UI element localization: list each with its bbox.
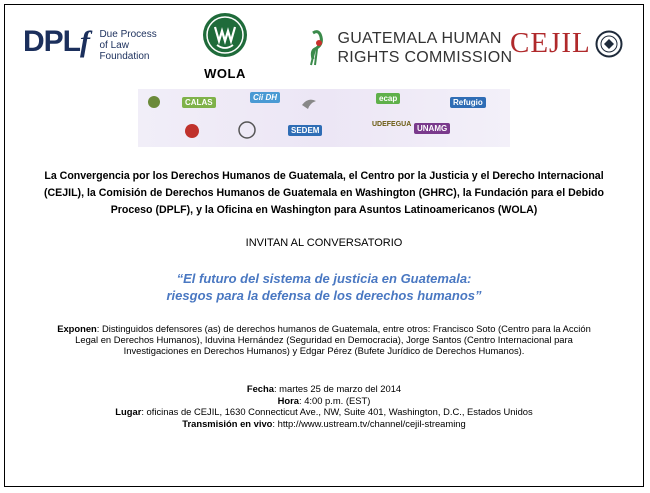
flower-icon — [184, 123, 200, 139]
partner-logo-udefegua: UDEFEGUA — [372, 121, 412, 128]
location-line: Lugar: oficinas de CEJIL, 1630 Connecticut Ave., NW, Suite 401, Washington, D.C., Estados Unidos — [115, 406, 533, 418]
quetzal-bird-icon — [305, 29, 329, 67]
partner-logos-strip — [138, 89, 510, 147]
invite-heading: INVITAN AL CONVERSATORIO — [245, 237, 403, 249]
logo-row — [5, 5, 643, 90]
event-title: “El futuro del sistema de justicia en Guatemala: riesgos para la defensa de los derechos humanos” — [166, 271, 482, 303]
partner-logo-idhuslac — [184, 123, 200, 139]
partner-logo-ciidh: Cii DH — [250, 92, 280, 103]
dplf-logo: DPLf Due Process of Law Foundation — [23, 25, 157, 62]
stream-link[interactable]: : http://www.ustream.tv/channel/cejil-streaming — [272, 417, 466, 429]
cejil-logo: CEJIL — [510, 27, 623, 60]
ghrc-logo: GUATEMALA HUMAN RIGHTS COMMISSION — [305, 29, 512, 67]
partner-logo-convergencia — [300, 95, 318, 111]
wola-logo: WOLA — [195, 11, 255, 81]
dove-icon — [300, 95, 318, 111]
seal-icon — [238, 121, 256, 139]
partner-logo-calas: CALAS — [182, 97, 216, 108]
partner-logo-ecap: ecap — [376, 93, 400, 104]
event-details — [5, 383, 643, 429]
partner-logo-odhag — [238, 121, 256, 139]
intro-paragraph: La Convergencia por los Derechos Humanos de Guatemala, el Centro por la Justicia y el Derecho Internacional (CEJIL), la Comisión de Derechos Humanos de Guatemala en Washington (GHRC), la Fundación para el Debido Proceso (DPLF), y la Oficina en Washington para Asuntos Latinoamericanos (WOLA) — [44, 170, 604, 216]
wola-emblem-icon — [202, 11, 248, 59]
cejil-seal-icon — [595, 30, 623, 58]
partner-logo-unamg: UNAMG — [414, 123, 450, 134]
partner-logo-refugio: Refugio — [450, 97, 486, 108]
speakers-paragraph: Exponen: Distinguidos defensores (as) de derechos humanos de Guatemala, entre otros: Francisco Soto (Centro para la Acción Legal en Derechos Humanos), Iduvina Hernández (Seguridad en Democracia), Jorge Santos (Centro Internacional para Investigaciones en Derechos Humanos) y Edgar Pérez (Bufete Jurídico de Derechos Humanos). — [57, 323, 591, 356]
time-line: Hora: 4:00 p.m. (EST) — [277, 394, 371, 406]
date-line: Fecha: martes 25 de marzo del 2014 — [246, 383, 402, 394]
invitation-card — [4, 4, 644, 487]
partner-logo — [146, 95, 162, 109]
partner-logo-sedem: SEDEM — [288, 125, 322, 136]
stream-line: Transmisión en vivo: http://www.ustream.tv/channel/cejil-streaming — [182, 417, 466, 429]
partner-emblem-icon — [146, 95, 162, 109]
